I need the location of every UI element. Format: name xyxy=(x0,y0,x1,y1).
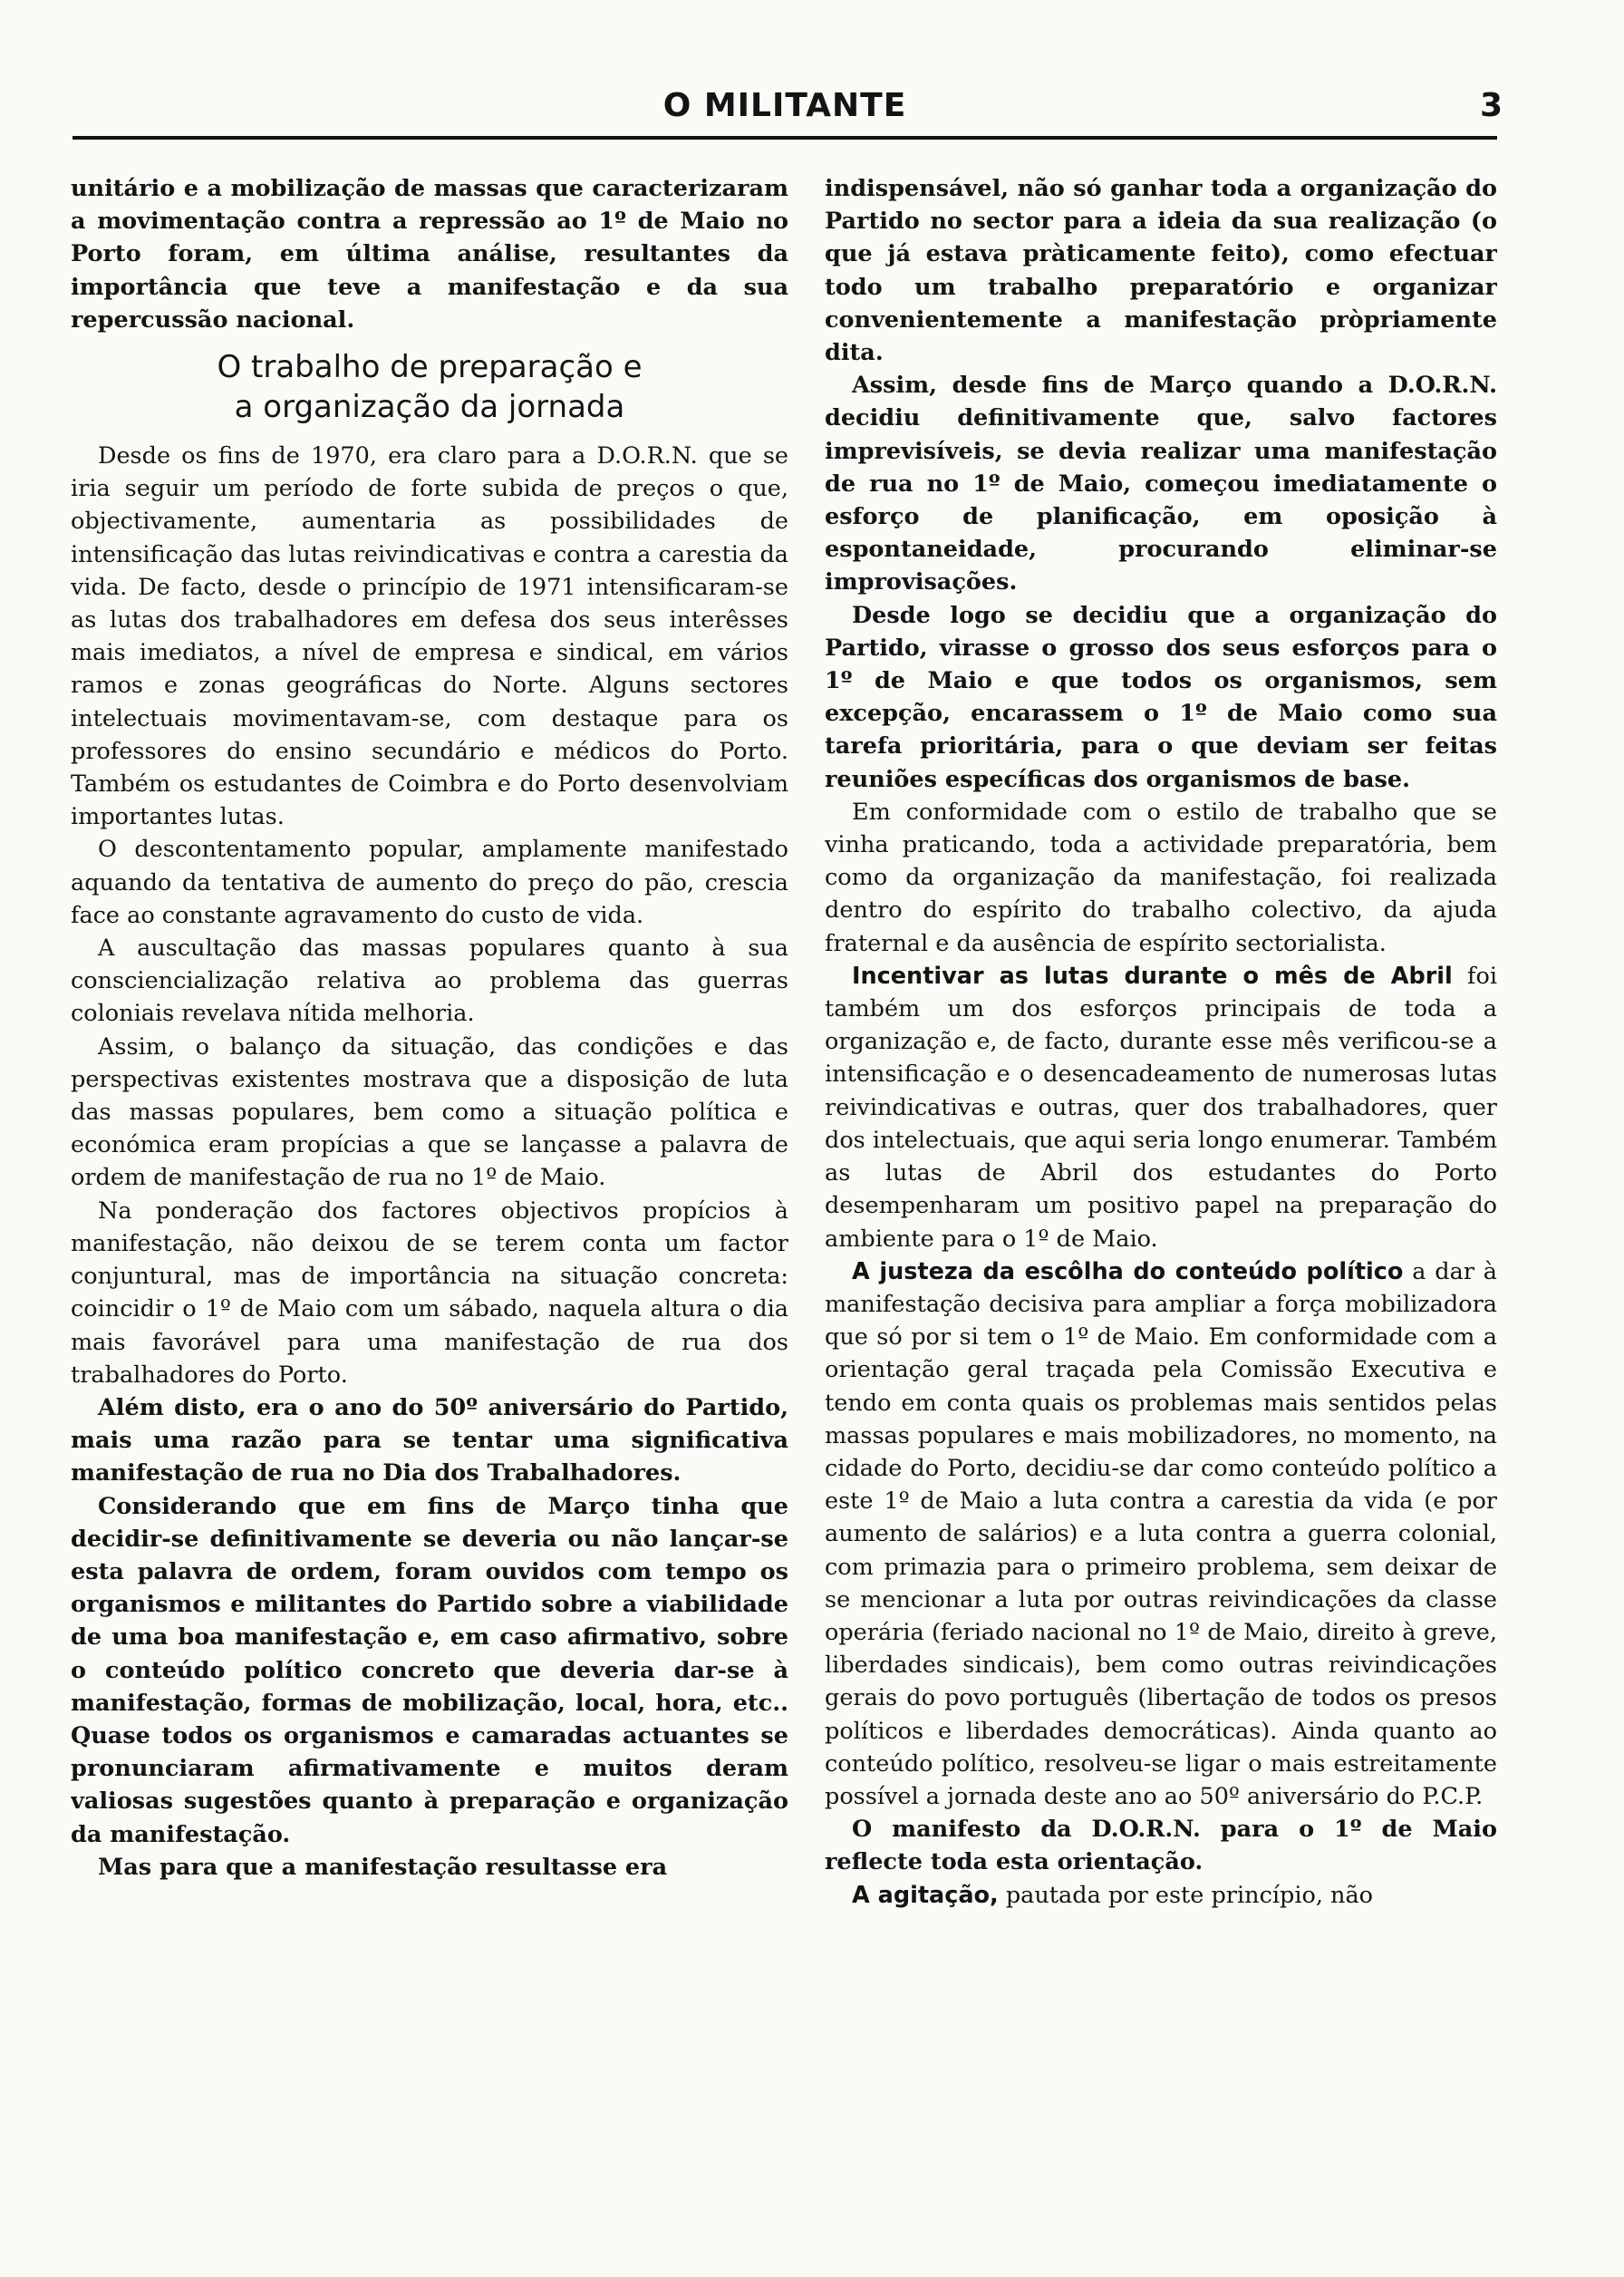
paragraph: unitário e a mobilização de massas que caracterizaram a movimentação contra a repressão ao 1º de Maio no Porto foram, em última análise, resultantes da importância que teve a manifestação e da sua repercussão nacional. xyxy=(71,175,788,334)
paragraph: Considerando que em fins de Março tinha que decidir-se definitivamente se deveria ou não lançar-se esta palavra de ordem, foram ouvidos com tempo os organismos e militantes do Partido sobre a viabilidade de uma boa manifestação e, em caso afirmativo, sobre o conteúdo político concreto que deveria dar-se à manifestação, formas de mobilização, local, hora, etc.. Quase todos os organismos e camaradas actuantes se pronunciaram afirmativamente e muitos deram valiosas sugestões quanto à preparação e organização da manifestação. xyxy=(71,1492,788,1848)
paragraph: Na ponderação dos factores objectivos propícios à manifestação, não deixou de se terem conta um factor conjuntural, mas de importância na situação concreta: coincidir o 1º de Maio com um sábado, naquela altura o dia mais favorável para uma manifestação de rua dos trabalhadores do Porto. xyxy=(71,1197,788,1389)
paragraph-text: a dar à manifestação decisiva para ampliar a força mobilizadora que só por si tem o 1º de Maio. Em conformidade com a orientação geral traçada pela Comissão Executiva e tendo em conta quais os problemas mais sentidos pelas massas populares e mais mobilizadores, no momento, na cidade do Porto, decidiu-se dar como conteúdo político a este 1º de Maio a luta contra a carestia da vida (e por aumento de salários) e a luta contra a guerra colonial, com primazia para o primeiro problema, sem deixar de se mencionar a luta por outras reivindicações da classe operária (feriado nacional no 1º de Maio, direito à greve, liberdades sindicais), bem como outras reivindicações gerais do povo português (libertação de todos os presos políticos e liberdades democráticas). Ainda quanto ao conteúdo político, resolveu-se ligar o mais estreitamente possível a jornada deste ano ao 50º aniversário do P.C.P. xyxy=(825,1257,1497,1810)
page-number: 3 xyxy=(1479,87,1503,124)
paragraph: A auscultação das massas populares quanto à sua consciencialização relativa ao problema das guerras coloniais revelava nítida melhoria. xyxy=(71,935,788,1028)
paragraph: indispensável, não só ganhar toda a organização do Partido no sector para a ideia da sua realização (o que já estava pràticamente feito), como efectuar todo um trabalho preparatório e organizar convenientemente a manifestação pròpriamente dita. xyxy=(825,175,1497,367)
paragraph-lead: A justeza da escôlha do conteúdo político xyxy=(852,1257,1404,1285)
masthead: O MILITANTE xyxy=(662,87,907,124)
paragraph-text: foi também um dos esforços principais de toda a organização e, de facto, durante esse mês verificou-se a intensificação e o desencadeamento de numerosas lutas reivindicativas e outras, quer dos trabalhadores, quer dos intelectuais, que aqui seria longo enumerar. Também as lutas de Abril dos estudantes do Porto desempenharam um positivo papel na preparação do ambiente para o 1º de Maio. xyxy=(825,962,1497,1253)
paragraph: Além disto, era o ano do 50º aniversário do Partido, mais uma razão para se tentar uma significativa manifestação de rua no Dia dos Trabalhadores. xyxy=(71,1393,788,1487)
paragraph-lead: A agitação, xyxy=(852,1881,999,1909)
paragraph xyxy=(825,1879,1497,1912)
page-header xyxy=(72,87,1503,141)
paragraph: Assim, desde fins de Março quando a D.O.R.N. decidiu definitivamente que, salvo factores imprevisíveis, se devia realizar uma manifestação de rua no 1º de Maio, começou imediatamente o esforço de planificação, em oposição à espontaneidade, procurando eliminar-se improvisações. xyxy=(825,372,1497,596)
section-title-line: O trabalho de preparação e xyxy=(217,349,643,386)
paragraph: Em conformidade com o estilo de trabalho que se vinha praticando, toda a actividade preparatória, bem como da organização da manifestação, foi realizada dentro do espírito do trabalho colectivo, da ajuda fraternal e da ausência de espírito sectorialista. xyxy=(825,798,1497,957)
section-title xyxy=(71,347,788,427)
header-rule xyxy=(72,136,1497,140)
paragraph: Mas para que a manifestação resultasse era xyxy=(98,1853,668,1881)
paragraph xyxy=(825,960,1497,1255)
paragraph-lead: Incentivar as lutas durante o mês de Abril xyxy=(852,962,1453,990)
paragraph: Assim, o balanço da situação, das condições e das perspectivas existentes mostrava que a disposição de luta das massas populares, bem como a situação política e económica eram propícias a que se lançasse a palavra de ordem de manifestação de rua no 1º de Maio. xyxy=(71,1032,788,1192)
paragraph: O manifesto da D.O.R.N. para o 1º de Maio reflecte toda esta orientação. xyxy=(825,1816,1497,1876)
left-column xyxy=(71,172,788,2257)
right-column xyxy=(825,172,1497,2257)
section-title-line: a organização da jornada xyxy=(234,389,625,426)
paragraph-text: pautada por este princípio, não xyxy=(998,1881,1374,1909)
paragraph xyxy=(825,1255,1497,1813)
paragraph: Desde os fins de 1970, era claro para a D.O.R.N. que se iria seguir um período de forte subida de preços o que, objectivamente, aumentaria as possibilidades de intensificação das lutas reivindicativas e contra a carestia da vida. De facto, desde o princípio de 1971 intensificaram-se as lutas dos trabalhadores em defesa dos seus interêsses mais imediatos, a nível de empresa e sindical, em vários ramos e zonas geográficas do Norte. Alguns sectores intelectuais movimentavam-se, com destaque para os professores do ensino secundário e médicos do Porto. Também os estudantes de Coimbra e do Porto desenvolviam importantes lutas. xyxy=(71,442,788,831)
paragraph: Desde logo se decidiu que a organização do Partido, virasse o grosso dos seus esforços para o 1º de Maio e que todos os organismos, sem excepção, encarassem o 1º de Maio como sua tarefa prioritária, para o que deviam ser feitas reuniões específicas dos organismos de base. xyxy=(825,601,1497,793)
paragraph: O descontentamento popular, amplamente manifestado aquando da tentativa de aumento do preço do pão, crescia face ao constante agravamento do custo de vida. xyxy=(71,836,788,929)
